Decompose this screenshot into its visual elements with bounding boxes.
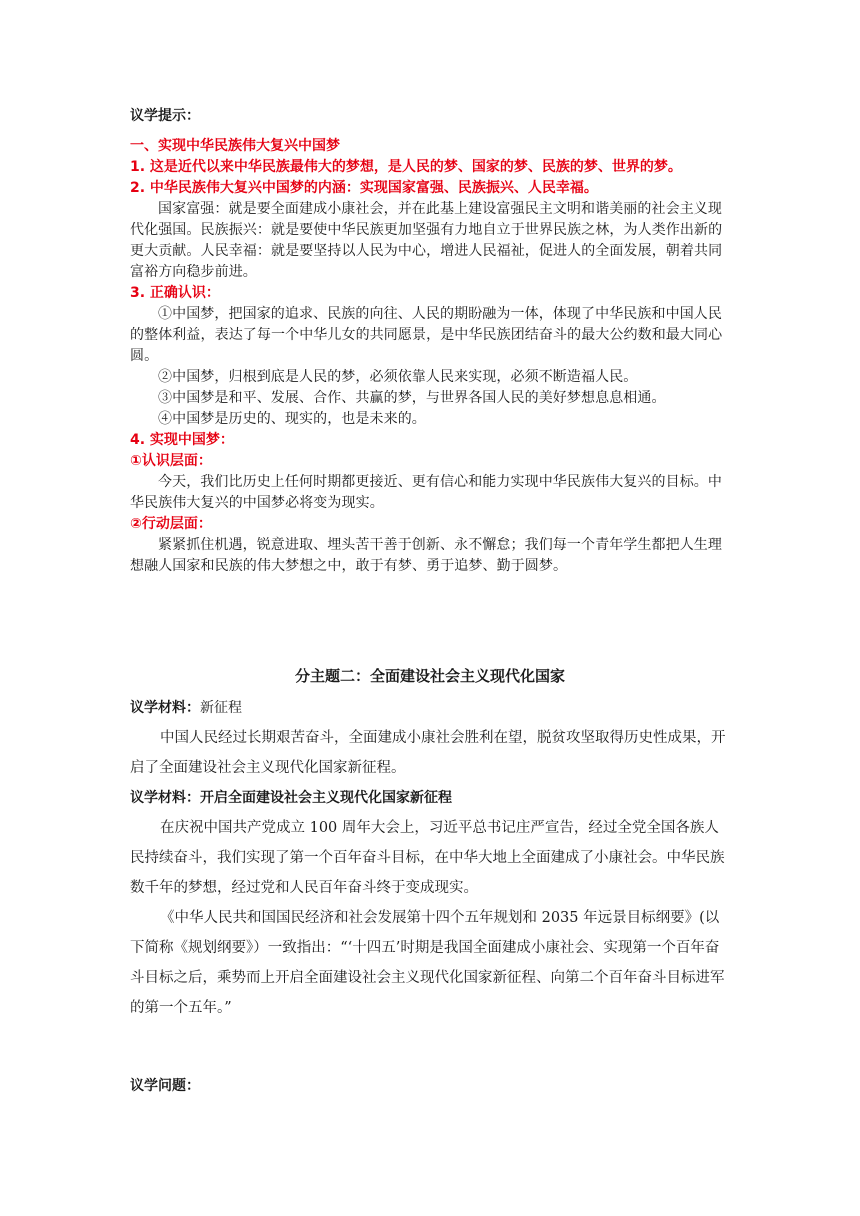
point-4: ④中国梦是历史的、现实的，也是未来的。 — [158, 411, 426, 427]
item-1: 1. 这是近代以来中华民族最伟大的梦想，是人民的梦、国家的梦、民族的梦、世界的梦。 — [130, 159, 682, 175]
material-1-label: 议学材料： — [130, 700, 200, 716]
level-1-text: 今天，我们比历史上任何时期都更接近、更有信心和能力实现中华民族伟大复兴的目标。中华民族伟大复兴的中国梦必将变为现实。 — [130, 474, 722, 511]
material-1-value: 新征程 — [200, 700, 242, 716]
para-meaning: 国家富强：就是要全面建成小康社会，并在此基上建设富强民主文明和谐美丽的社会主义现代化强国。民族振兴：就是要使中华民族更加坚强有力地自立于世界民族之林，为人类作出新的更大贡献。人民幸福：就是要坚持以人民为中心，增进人民福祉，促进人的全面发展，朝着共同富裕方向稳步前进。 — [130, 201, 723, 280]
level-2-text: 紧紧抓住机遇，锐意进取、埋头苦干善于创新、永不懈怠；我们每一个青年学生都把人生理想融人国家和民族的伟大梦想之中，敢于有梦、勇于追梦、勤于圆梦。 — [130, 537, 722, 574]
material-1-line — [130, 693, 730, 723]
section-tips — [130, 106, 730, 127]
heading-china-dream: 一、实现中华民族伟大复兴中国梦 — [130, 138, 340, 154]
item-2: 2. 中华民族伟大复兴中国梦的内涵：实现国家富强、民族振兴、人民幸福。 — [130, 180, 598, 196]
section-title: 分主题二：全面建设社会主义现代化国家 — [294, 667, 565, 685]
questions-section — [130, 1076, 730, 1097]
section-theme-two — [130, 664, 730, 688]
material-1-text: 中国人民经过长期艰苦奋斗，全面建成小康社会胜利在望，脱贫攻坚取得历史性成果，开启了全面建设社会主义现代化国家新征程。 — [130, 730, 726, 776]
tips-body — [130, 136, 730, 577]
theme-two-body — [130, 693, 730, 1023]
point-1: ①中国梦，把国家的追求、民族的向往、人民的期盼融为一体，体现了中华民族和中国人民的整体利益，表达了每一个中华儿女的共同愿景，是中华民族团结奋斗的最大公约数和最大同心圆。 — [130, 306, 723, 364]
material-2-text-1: 在庆祝中国共产党成立 100 周年大会上，习近平总书记庄严宣告，经过全党全国各族人民持续奋斗，我们实现了第一个百年奋斗目标，在中华大地上全面建成了小康社会。中华民族数千年的梦想，经过党和人民百年奋斗终于变成现实。 — [130, 820, 725, 896]
material-2-text-2: 《中华人民共和国国民经济和社会发展第十四个五年规划和 2035 年远景目标纲要》(以下简称《规划纲要》）一致指出：“‘十四五’时期是我国全面建成小康社会、实现第一个百年奋斗目标之后，乘势而上开启全面建设社会主义现代化国家新征程、向第二个百年奋斗目标进军的第一个五年。” — [130, 910, 725, 1016]
point-2: ②中国梦，归根到底是人民的梦，必须依靠人民来实现，必须不断造福人民。 — [158, 369, 638, 385]
item-4: 4. 实现中国梦： — [130, 432, 234, 448]
level-2-label: ②行动层面： — [130, 516, 212, 532]
tips-header: 议学提示： — [130, 108, 200, 124]
questions-label: 议学问题： — [130, 1078, 200, 1094]
level-1-label: ①认识层面： — [130, 453, 212, 469]
point-3: ③中国梦是和平、发展、合作、共赢的梦，与世界各国人民的美好梦想息息相通。 — [158, 390, 666, 406]
material-2-label: 议学材料：开启全面建设社会主义现代化国家新征程 — [130, 790, 452, 806]
item-3: 3. 正确认识： — [130, 285, 220, 301]
